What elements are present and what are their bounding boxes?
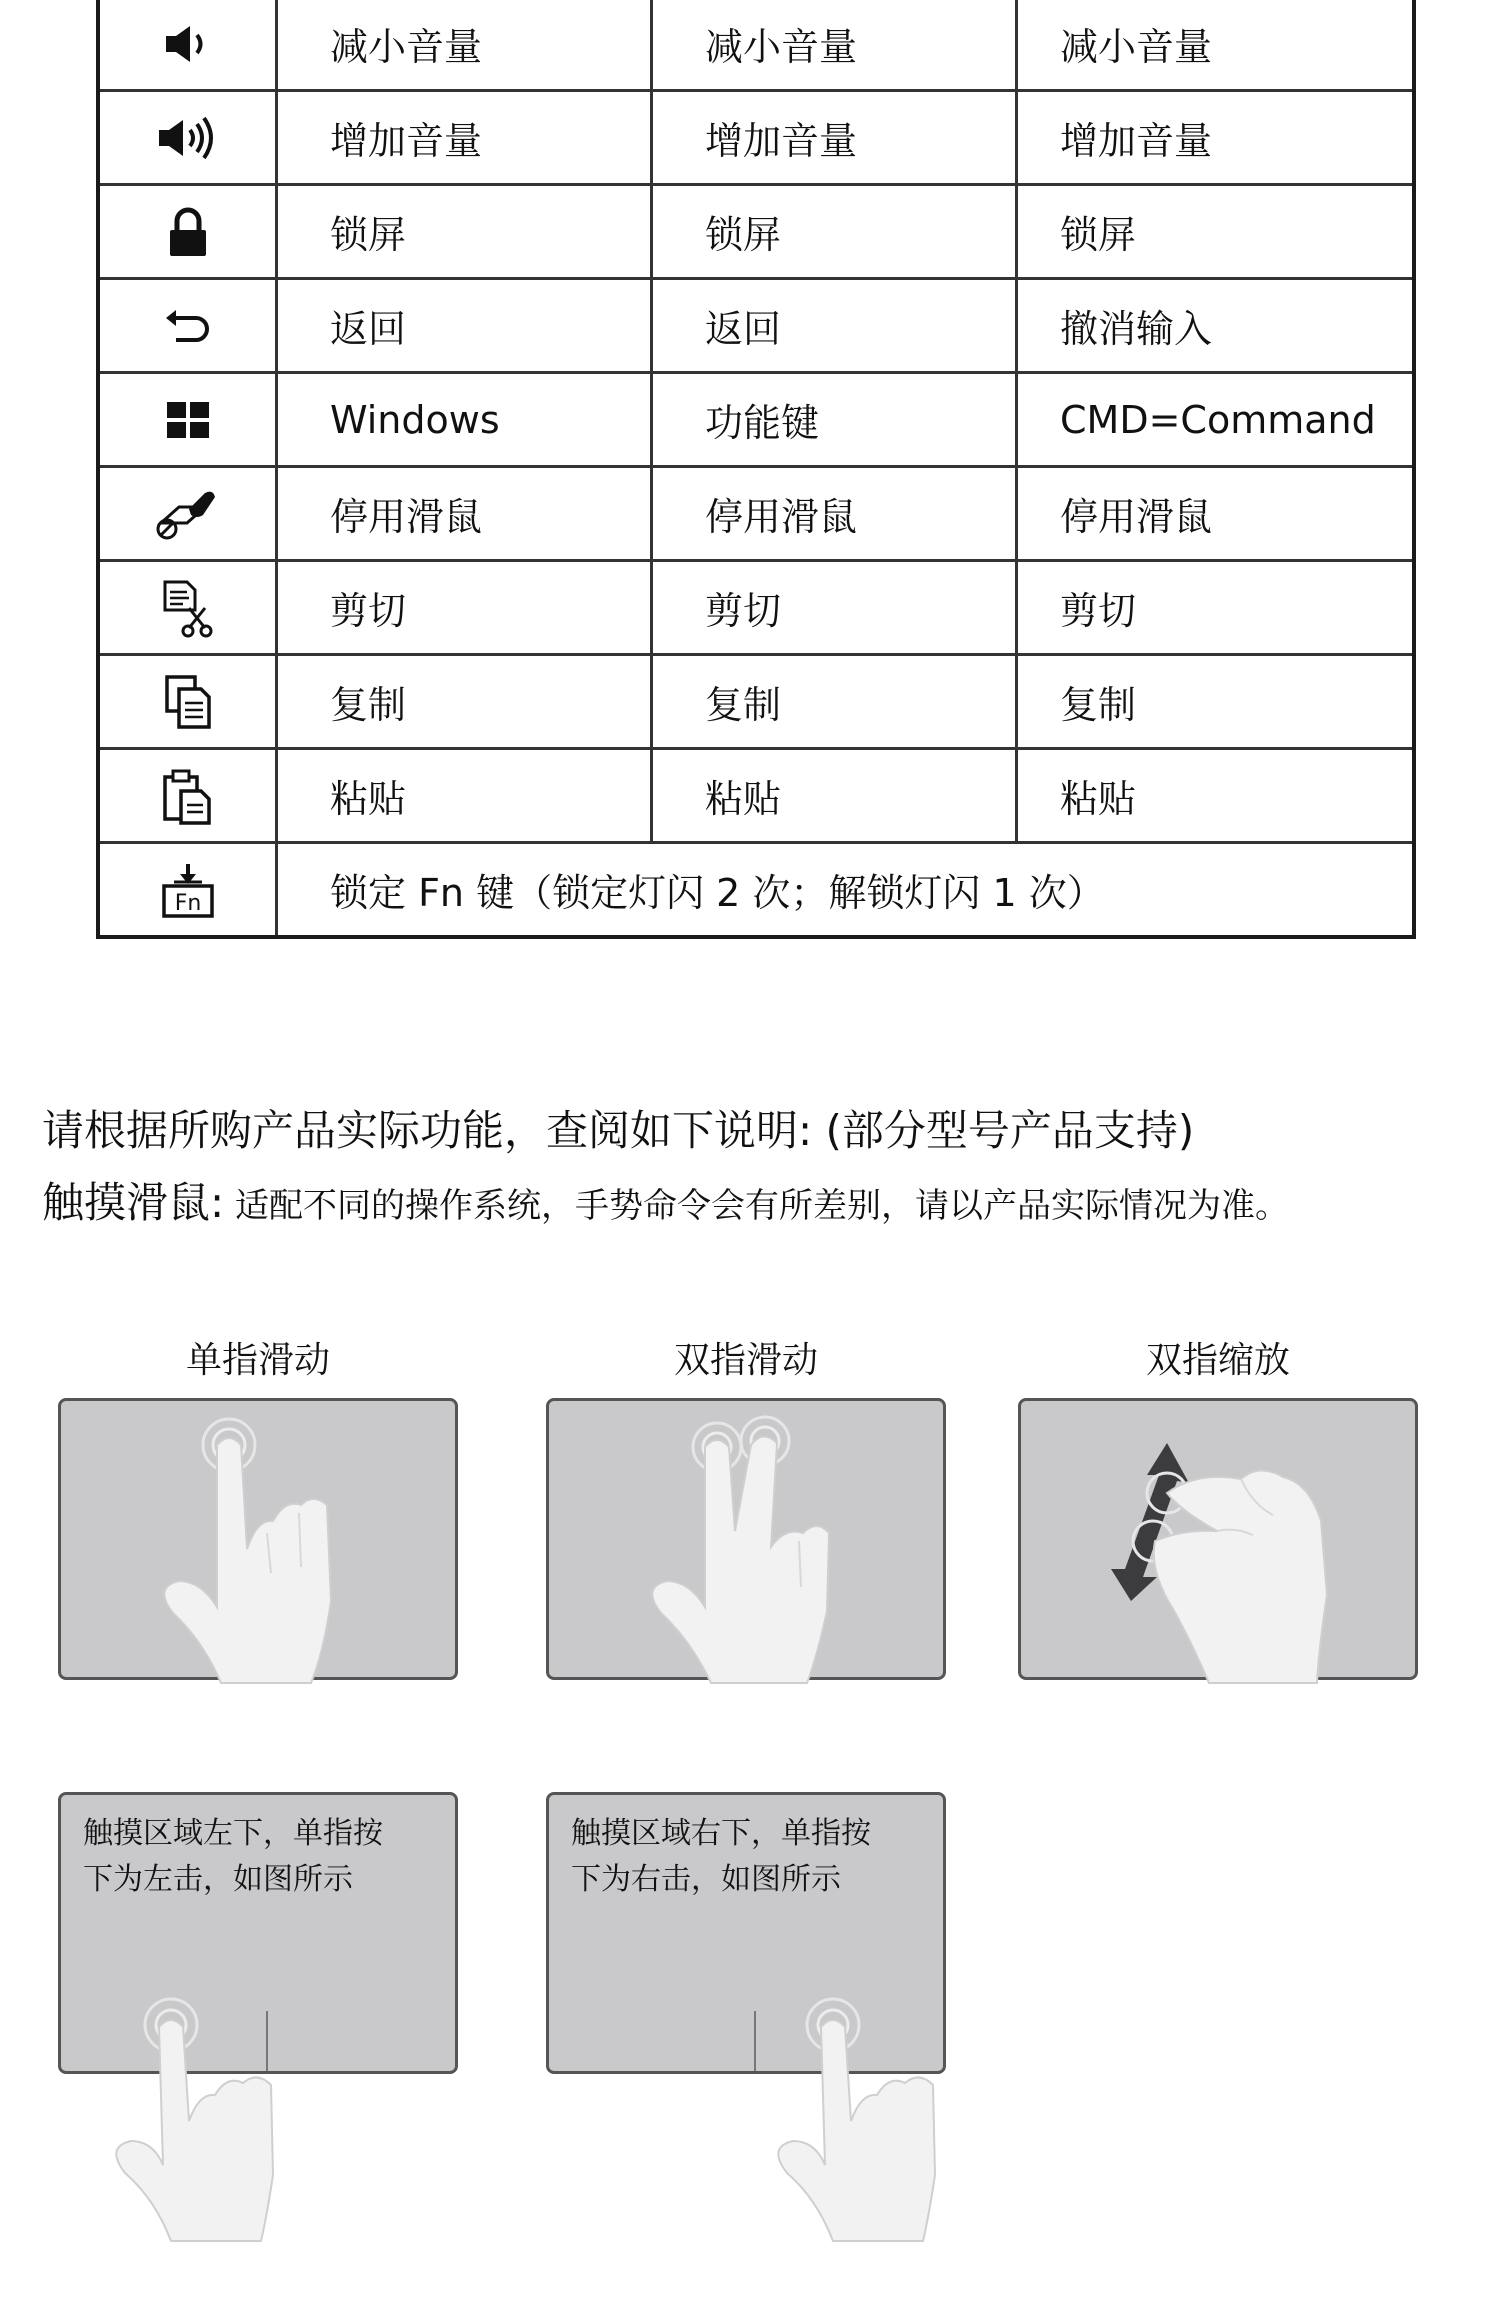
table-row xyxy=(98,655,1414,749)
mac-column-cell: 撤消输入 xyxy=(1017,279,1415,373)
android-column-cell: 减小音量 xyxy=(652,0,1017,91)
mac-column-cell: 停用滑鼠 xyxy=(1017,467,1415,561)
icon-cell xyxy=(98,467,277,561)
two-finger-swipe-panel xyxy=(546,1398,946,1680)
right-click-hand-icon xyxy=(549,1795,949,2077)
volume-down-icon xyxy=(160,22,216,66)
table-row xyxy=(98,0,1414,91)
windows-column-cell: 返回 xyxy=(277,279,652,373)
table-row xyxy=(98,561,1414,655)
mac-column-cell: 粘贴 xyxy=(1017,749,1415,843)
description-line: 触摸区域右下，单指按 xyxy=(571,1816,871,1851)
table-row xyxy=(98,467,1414,561)
android-column-cell: 增加音量 xyxy=(652,91,1017,185)
fn-lock-description: 锁定 Fn 键（锁定灯闪 2 次；解锁灯闪 1 次） xyxy=(277,843,1415,938)
windows-column-cell: 剪切 xyxy=(277,561,652,655)
icon-cell xyxy=(98,91,277,185)
windows-column-cell: 复制 xyxy=(277,655,652,749)
key-function-table xyxy=(96,0,1416,939)
instruction-heading: 请根据所购产品实际功能，查阅如下说明: (部分型号产品支持) xyxy=(42,1106,1195,1155)
paste-icon xyxy=(161,767,215,825)
back-arrow-icon xyxy=(162,304,214,348)
android-column-cell: 锁屏 xyxy=(652,185,1017,279)
android-column-cell: 粘贴 xyxy=(652,749,1017,843)
windows-icon xyxy=(165,400,211,440)
table-row xyxy=(98,749,1414,843)
mac-column-cell: 剪切 xyxy=(1017,561,1415,655)
table-row xyxy=(98,185,1414,279)
table-row xyxy=(98,843,1414,938)
table-row xyxy=(98,91,1414,185)
touchpad-note: 适配不同的操作系统，手势命令会有所差别，请以产品实际情况为准。 xyxy=(224,1186,1289,1226)
icon-cell xyxy=(98,185,277,279)
one-finger-swipe-panel xyxy=(58,1398,458,1680)
icon-cell xyxy=(98,561,277,655)
windows-column-cell: 减小音量 xyxy=(277,0,652,91)
disable-touchpad-icon xyxy=(153,487,223,541)
copy-icon xyxy=(161,673,215,731)
windows-column-cell: 停用滑鼠 xyxy=(277,467,652,561)
gesture-label: 双指缩放 xyxy=(1145,1340,1290,1381)
touchpad-heading xyxy=(42,1170,1289,1230)
description-line: 下为左击，如图所示 xyxy=(83,1862,353,1897)
icon-cell xyxy=(98,0,277,91)
table-row xyxy=(98,279,1414,373)
gesture-label: 单指滑动 xyxy=(185,1340,330,1381)
icon-cell xyxy=(98,749,277,843)
left-click-panel xyxy=(58,1792,458,2074)
android-column-cell: 剪切 xyxy=(652,561,1017,655)
svg-text:Fn: Fn xyxy=(174,890,201,916)
android-column-cell: 功能键 xyxy=(652,373,1017,467)
windows-column-cell: 锁屏 xyxy=(277,185,652,279)
windows-column-cell: 增加音量 xyxy=(277,91,652,185)
description-line: 下为右击，如图所示 xyxy=(571,1862,841,1897)
volume-up-icon xyxy=(155,114,221,162)
right-click-panel xyxy=(546,1792,946,2074)
mac-column-cell: 增加音量 xyxy=(1017,91,1415,185)
android-column-cell: 复制 xyxy=(652,655,1017,749)
pinch-zoom-panel xyxy=(1018,1398,1418,1680)
windows-column-cell: Windows xyxy=(277,373,652,467)
fn-lock-icon xyxy=(160,862,216,918)
icon-cell xyxy=(98,373,277,467)
pinch-zoom-hand-icon xyxy=(1021,1401,1421,1683)
android-column-cell: 停用滑鼠 xyxy=(652,467,1017,561)
description-line: 触摸区域左下，单指按 xyxy=(83,1816,383,1851)
one-finger-hand-icon xyxy=(61,1401,461,1683)
mac-column-cell: 减小音量 xyxy=(1017,0,1415,91)
mac-column-cell: CMD=Command xyxy=(1017,373,1415,467)
gesture-label: 双指滑动 xyxy=(673,1340,818,1381)
left-click-hand-icon xyxy=(61,1795,461,2077)
icon-cell xyxy=(98,843,277,938)
icon-cell xyxy=(98,655,277,749)
mac-column-cell: 复制 xyxy=(1017,655,1415,749)
mac-column-cell: 锁屏 xyxy=(1017,185,1415,279)
icon-cell xyxy=(98,279,277,373)
android-column-cell: 返回 xyxy=(652,279,1017,373)
two-finger-hand-icon xyxy=(549,1401,949,1683)
windows-column-cell: 粘贴 xyxy=(277,749,652,843)
table-row xyxy=(98,373,1414,467)
cut-icon xyxy=(159,578,217,638)
touchpad-label: 触摸滑鼠: xyxy=(42,1178,225,1227)
lock-icon xyxy=(166,206,210,258)
